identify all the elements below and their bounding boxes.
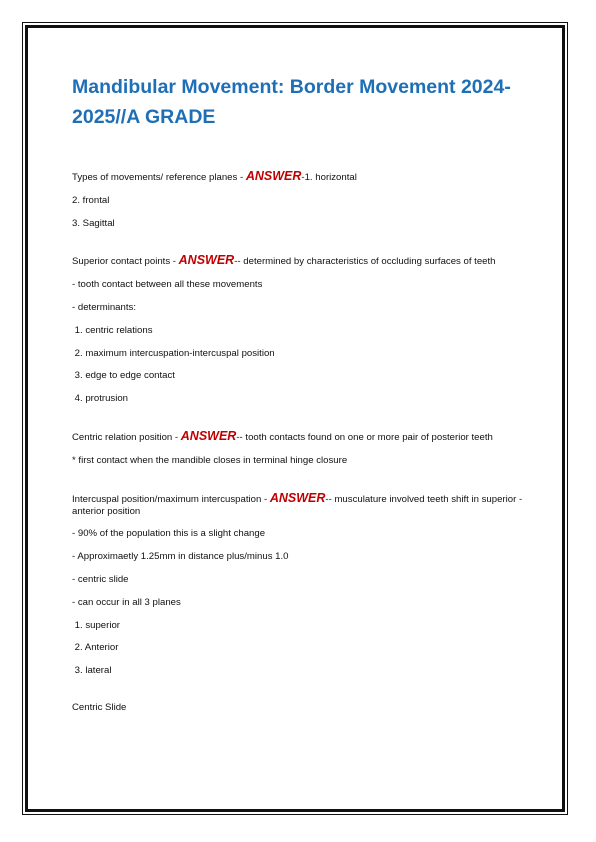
answer-text: -- determined by characteristics of occluding surfaces of teeth	[234, 256, 496, 268]
question-line	[72, 170, 532, 184]
question-line	[72, 492, 532, 518]
question-text: Types of movements/ reference planes -	[72, 172, 246, 183]
document-body	[72, 72, 532, 725]
answer-line: 3. Sagittal	[72, 217, 115, 229]
qa-block-superior-contact-points	[72, 254, 532, 405]
answer-line: 4. protrusion	[72, 393, 128, 405]
answer-line: 3. lateral	[72, 665, 112, 677]
answer-label: ANSWER	[245, 169, 302, 183]
answer-line: - centric slide	[72, 573, 129, 585]
answer-line: 3. edge to edge contact	[72, 370, 175, 382]
answer-text: -1. horizontal	[301, 172, 357, 183]
answer-text: -- tooth contacts found on one or more pair of posterior teeth	[236, 431, 493, 443]
trailing-question: Centric Slide	[72, 701, 127, 713]
answer-line: - Approximaetly 1.25mm in distance plus/minus 1.0	[72, 551, 289, 563]
question-text: Centric relation position -	[72, 431, 181, 443]
qa-block-centric-relation-position	[72, 430, 532, 467]
question-line	[72, 254, 532, 268]
answer-line: 2. maximum intercuspation-intercuspal position	[72, 347, 275, 359]
answer-line: 2. frontal	[72, 194, 110, 206]
document-title: Mandibular Movement: Border Movement 2024-2025//A GRADE	[72, 76, 511, 128]
answer-line: * first contact when the mandible closes in terminal hinge closure	[72, 454, 348, 466]
question-text: Superior contact points -	[72, 256, 179, 268]
qa-block-intercuspal-position	[72, 492, 532, 678]
answer-line: - 90% of the population this is a slight change	[72, 528, 266, 540]
answer-line: - can occur in all 3 planes	[72, 596, 181, 608]
answer-label: ANSWER	[178, 253, 235, 268]
answer-line: 1. superior	[72, 619, 120, 631]
answer-line: 2. Anterior	[72, 642, 119, 654]
answer-text: -- musculature involved teeth shift in superior - anterior position	[72, 493, 525, 517]
answer-label: ANSWER	[180, 428, 237, 443]
answer-line: - determinants:	[72, 301, 136, 313]
qa-block-movement-types	[72, 170, 532, 230]
question-line	[72, 430, 532, 444]
answer-label: ANSWER	[269, 490, 326, 505]
answer-line: - tooth contact between all these movements	[72, 279, 263, 291]
answer-line: 1. centric relations	[72, 324, 153, 336]
question-text: Intercuspal position/maximum intercuspation -	[72, 493, 270, 505]
